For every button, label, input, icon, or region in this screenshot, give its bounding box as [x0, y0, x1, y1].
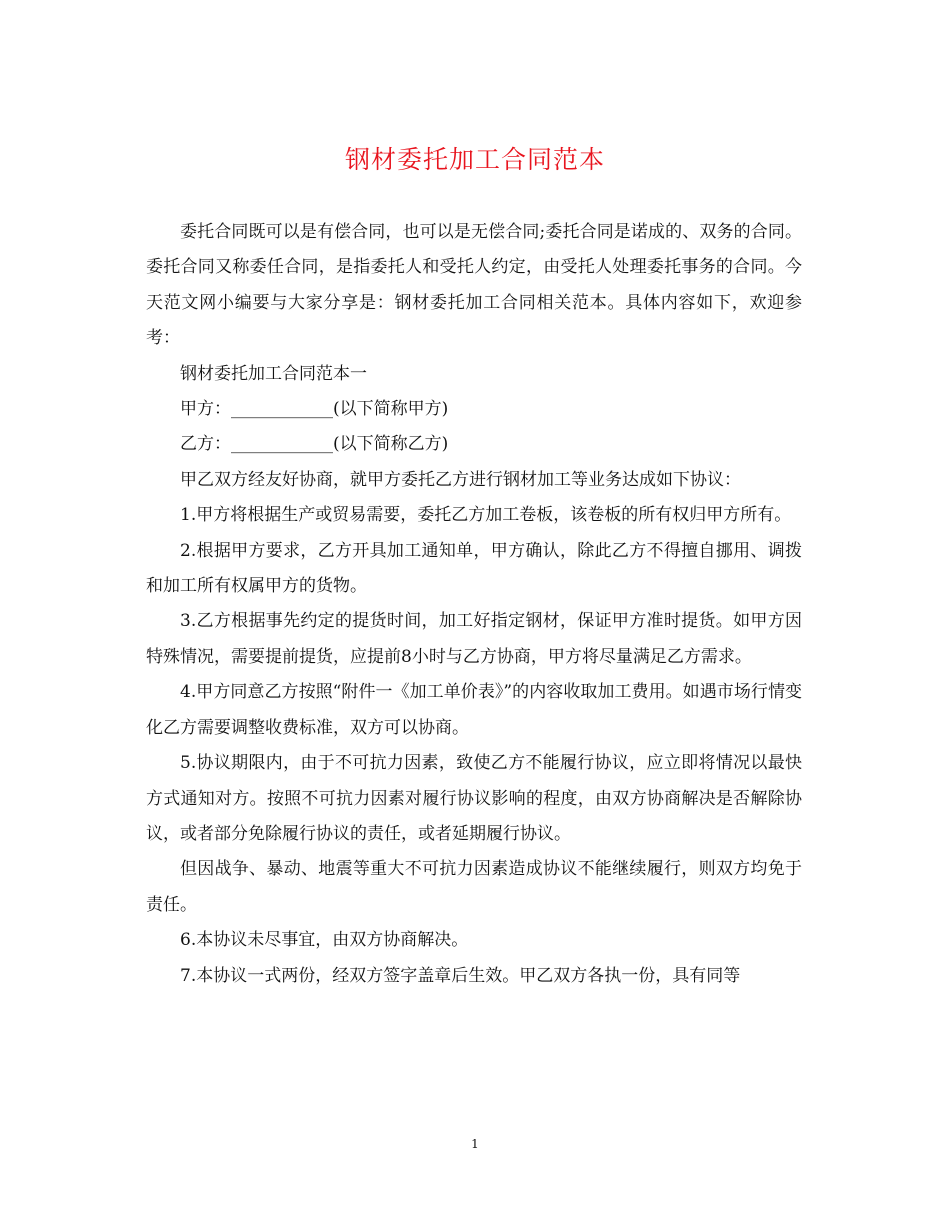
party-a-line: 甲方：____________(以下简称甲方)	[180, 399, 449, 420]
agreement-preamble: 甲乙双方经友好协商，就甲方委托乙方进行钢材加工等业务达成如下协议：	[180, 469, 741, 490]
party-b-line: 乙方：____________(以下简称乙方)	[180, 434, 449, 455]
clause-3: 3.乙方根据事先约定的提货时间，加工好指定钢材，保证甲方准时提货。如甲方因特殊情况，需要提前提货，应提前8小时与乙方协商，甲方将尽量满足乙方需求。	[146, 611, 802, 667]
clause-2: 2.根据甲方要求，乙方开具加工通知单，甲方确认，除此乙方不得擅自挪用、调拨和加工所有权属甲方的货物。	[146, 540, 802, 597]
section-heading: 钢材委托加工合同范本一	[180, 363, 367, 384]
document-body	[146, 215, 802, 994]
force-majeure-paragraph: 但因战争、暴动、地震等重大不可抗力因素造成协议不能继续履行，则双方均免于责任。	[146, 859, 802, 915]
page-number: 1	[471, 1137, 479, 1151]
clause-1: 1.甲方将根据生产或贸易需要，委托乙方加工卷板，该卷板的所有权归甲方所有。	[180, 505, 792, 526]
clause-7: 7.本协议一式两份，经双方签字盖章后生效。甲乙双方各执一份，具有同等	[180, 965, 741, 986]
clause-6: 6.本协议未尽事宜，由双方协商解决。	[180, 930, 469, 951]
intro-paragraph: 委托合同既可以是有偿合同，也可以是无偿合同;委托合同是诺成的、双务的合同。委托合同又称委任合同，是指委托人和受托人约定，由受托人处理委托事务的合同。今天范文网小编要与大家分享是：钢材委托加工合同相关范本。具体内容如下，欢迎参考：	[146, 222, 802, 349]
clause-5: 5.协议期限内，由于不可抗力因素，致使乙方不能履行协议，应立即将情况以最快方式通知对方。按照不可抗力因素对履行协议影响的程度，由双方协商解决是否解除协议，或者部分免除履行协议的责任，或者延期履行协议。	[146, 753, 802, 844]
clause-4: 4.甲方同意乙方按照“附件一《加工单价表》”的内容收取加工费用。如遇市场行情变化乙方需要调整收费标准，双方可以协商。	[146, 682, 802, 738]
document-title: 钢材委托加工合同范本	[344, 145, 605, 174]
